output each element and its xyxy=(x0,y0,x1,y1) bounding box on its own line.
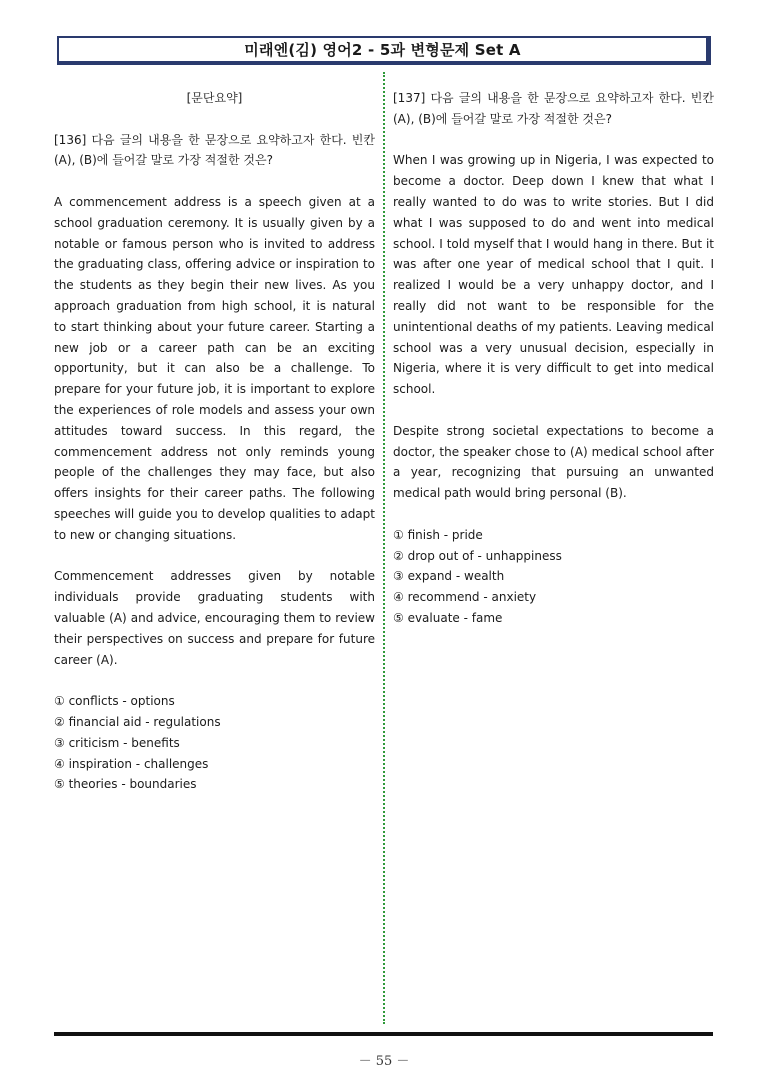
column-divider xyxy=(383,72,385,1024)
question-136-option[interactable]: ⑤ theories - boundaries xyxy=(54,777,197,792)
left-column xyxy=(54,88,375,795)
question-136-summary: Commencement addresses given by notable individuals provide graduating students with valuable (A) and advice, encouraging them to review their perspectives on success and prepare for future career (A). xyxy=(54,569,375,667)
question-136-prompt: [136] 다음 글의 내용을 한 문장으로 요약하고자 한다. 빈칸 (A), (B)에 들어갈 말로 가장 적절한 것은? xyxy=(54,132,375,168)
section-label: [문단요약] xyxy=(186,91,243,105)
question-137-option[interactable]: ⑤ evaluate - fame xyxy=(393,610,503,625)
footer-rule xyxy=(54,1032,713,1036)
question-136-option[interactable]: ④ inspiration - challenges xyxy=(54,756,209,771)
page-title-text: 미래엔(김) 영어2 - 5과 변형문제 Set A xyxy=(244,41,521,59)
page-number: － 55 － xyxy=(358,1054,410,1069)
question-136-option[interactable]: ③ criticism - benefits xyxy=(54,735,180,750)
question-137-prompt: [137] 다음 글의 내용을 한 문장으로 요약하고자 한다. 빈칸 (A), (B)에 들어갈 말로 가장 적절한 것은? xyxy=(393,91,714,126)
question-137-option[interactable]: ② drop out of - unhappiness xyxy=(393,548,562,563)
question-136-option[interactable]: ② financial aid - regulations xyxy=(54,714,221,729)
question-137-option[interactable]: ④ recommend - anxiety xyxy=(393,590,537,605)
question-137-option[interactable]: ① finish - pride xyxy=(393,527,483,542)
question-137-option[interactable]: ③ expand - wealth xyxy=(393,569,505,584)
question-136-passage: A commencement address is a speech given at a school graduation ceremony. It is usually given by a notable or famous person who is invited to address the graduating class, offering advice or inspiration to the students as they begin their new lives. As you approach graduation from high school, it is natural to start thinking about your future career. Starting a new job or a career path can be an exciting opportunity, but it can also be a challenge. To prepare for your future job, it is important to explore the experiences of role models and assess your own attitudes toward success. In this regard, the commencement address not only reminds young people of the challenges they may face, but also offers insights for their career paths. The following speeches will guide you to develop qualities to adapt to new or changing situations. xyxy=(54,194,375,542)
question-137-passage: When I was growing up in Nigeria, I was expected to become a doctor. Deep down I knew that what I really wanted to do was to write stories. But I did what I was supposed to do and went into medical school. I told myself that I would hang in there. But it was after one year of medical school that I quit. I realized I would be a very unhappy doctor, and I really did not want to be responsible for the unintentional deaths of my patients. Leaving medical school was a very unusual decision, especially in Nigeria, where it is very difficult to get into medical school. xyxy=(393,153,714,397)
question-137-summary: Despite strong societal expectations to become a doctor, the speaker chose to (A) medical school after a year, recognizing that pursuing an unwanted medical path would bring personal (B). xyxy=(393,423,714,501)
page-title xyxy=(57,36,711,65)
question-136-option[interactable]: ① conflicts - options xyxy=(54,694,175,709)
right-column xyxy=(393,88,714,629)
